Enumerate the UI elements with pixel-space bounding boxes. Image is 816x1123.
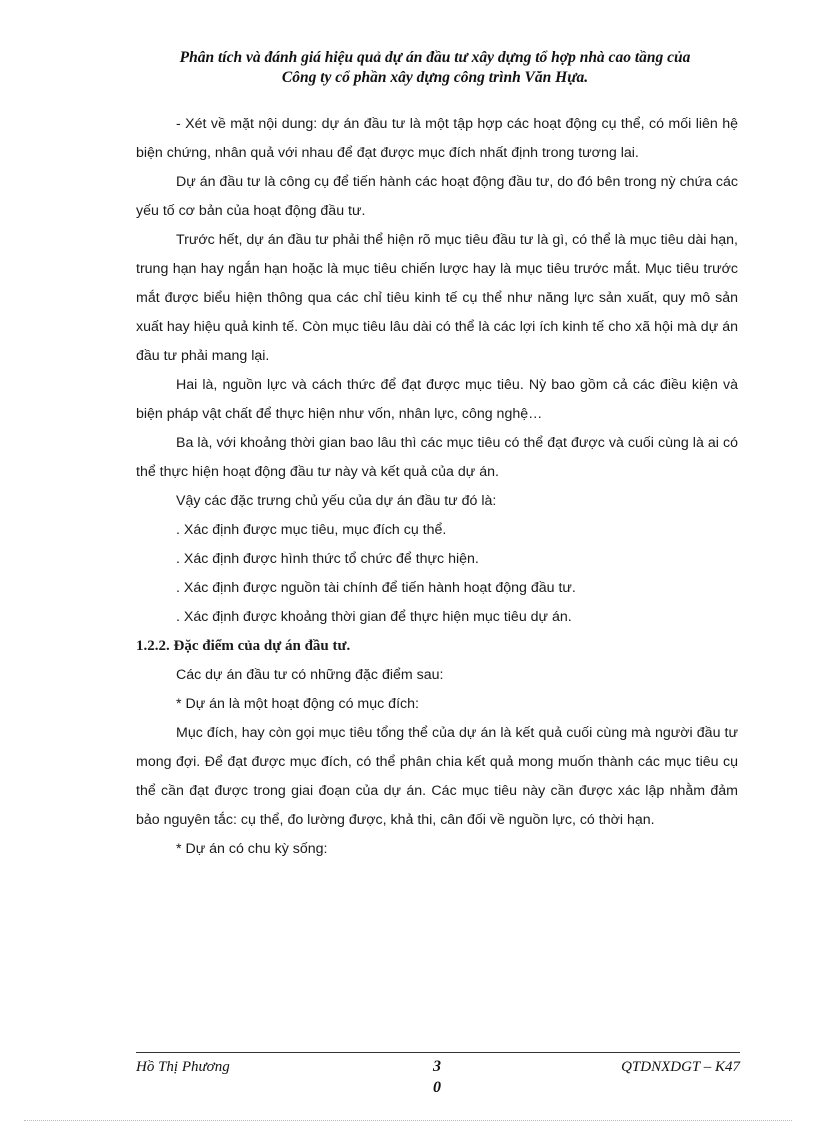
header-title-line-1: Phân tích và đánh giá hiệu quả dự án đầu tư xây dựng tổ hợp nhà cao tầng của	[179, 49, 691, 66]
header-title-line-2: Công ty cổ phần xây dựng công trình Văn Hựa.	[281, 69, 589, 86]
paragraph-investment-tool: Dự án đầu tư là công cụ để tiến hành các hoạt động đầu tư, do đó bên trong nỳ chứa các yếu tố cơ bản của hoạt động đầu tư.	[136, 174, 738, 219]
list-item: . Xác định được hình thức tổ chức để thực hiện.	[176, 551, 479, 567]
page-number-bottom: 0	[433, 1079, 441, 1096]
list-item: . Xác định được mục tiêu, mục đích cụ thể.	[176, 522, 447, 538]
paragraph-purpose-point: * Dự án là một hoạt động có mục đích:	[176, 696, 419, 712]
footer-course-code: QTDNXDGT – K47	[621, 1059, 740, 1075]
paragraph-features-intro: Các dự án đầu tư có những đặc điểm sau:	[176, 667, 444, 683]
paragraph-timeframe: Ba là, với khoảng thời gian bao lâu thì các mục tiêu có thể đạt được và cuối cùng là ai có thể thực hiện hoạt động đầu tư này và kết quả của dự án.	[136, 435, 738, 480]
document-header	[110, 48, 760, 88]
paragraph-resources: Hai là, nguồn lực và cách thức để đạt được mục tiêu. Nỳ bao gồm cả các điều kiện và biện pháp vật chất để thực hiện như vốn, nhân lực, công nghệ…	[136, 377, 738, 422]
document-body	[136, 110, 738, 864]
page-number	[425, 1056, 449, 1098]
paragraph-objectives: Trước hết, dự án đầu tư phải thể hiện rõ mục tiêu đầu tư là gì, có thể là mục tiêu dài hạn, trung hạn hay ngắn hạn hoặc là mục tiêu chiến lược hay là mục tiêu trước mắt. Mục tiêu trước mắt được biểu hiện thông qua các chỉ tiêu kinh tế cụ thể như năng lực sản xuất, quy mô sản xuất hay hiệu quả kinh tế. Còn mục tiêu lâu dài có thể là các lợi ích kinh tế cho xã hội mà dự án đầu tư phải mang lại.	[136, 232, 738, 364]
page-number-top: 3	[433, 1058, 441, 1075]
paragraph-content-definition: - Xét về mặt nội dung: dự án đầu tư là một tập hợp các hoạt động cụ thể, có mối liên hệ biện chứng, nhân quả với nhau để đạt được mục đích nhất định trong tương lai.	[136, 116, 738, 161]
paragraph-characteristics-intro: Vậy các đặc trưng chủ yếu của dự án đầu tư đó là:	[176, 493, 497, 509]
footer-author: Hồ Thị Phương	[136, 1059, 230, 1075]
list-item: . Xác định được nguồn tài chính để tiến hành hoạt động đầu tư.	[176, 580, 576, 596]
section-heading: 1.2.2. Đặc điểm của dự án đầu tư.	[136, 638, 351, 654]
paragraph-purpose-detail: Mục đích, hay còn gọi mục tiêu tổng thể của dự án là kết quả cuối cùng mà người đầu tư mong đợi. Để đạt được mục đích, có thể phân chia kết quả mong muốn thành các mục tiêu cụ thể cần đạt được trong giai đoạn của dự án. Các mục tiêu này cần được xác lập nhằm đảm bảo nguyên tắc: cụ thể, đo lường được, khả thi, cân đối về nguồn lực, có thời hạn.	[136, 725, 738, 828]
footer-divider	[136, 1052, 740, 1053]
list-item: . Xác định được khoảng thời gian để thực hiện mục tiêu dự án.	[176, 609, 572, 625]
page-bottom-dotted-line	[24, 1120, 792, 1121]
paragraph-lifecycle-point: * Dự án có chu kỳ sống:	[176, 841, 328, 857]
